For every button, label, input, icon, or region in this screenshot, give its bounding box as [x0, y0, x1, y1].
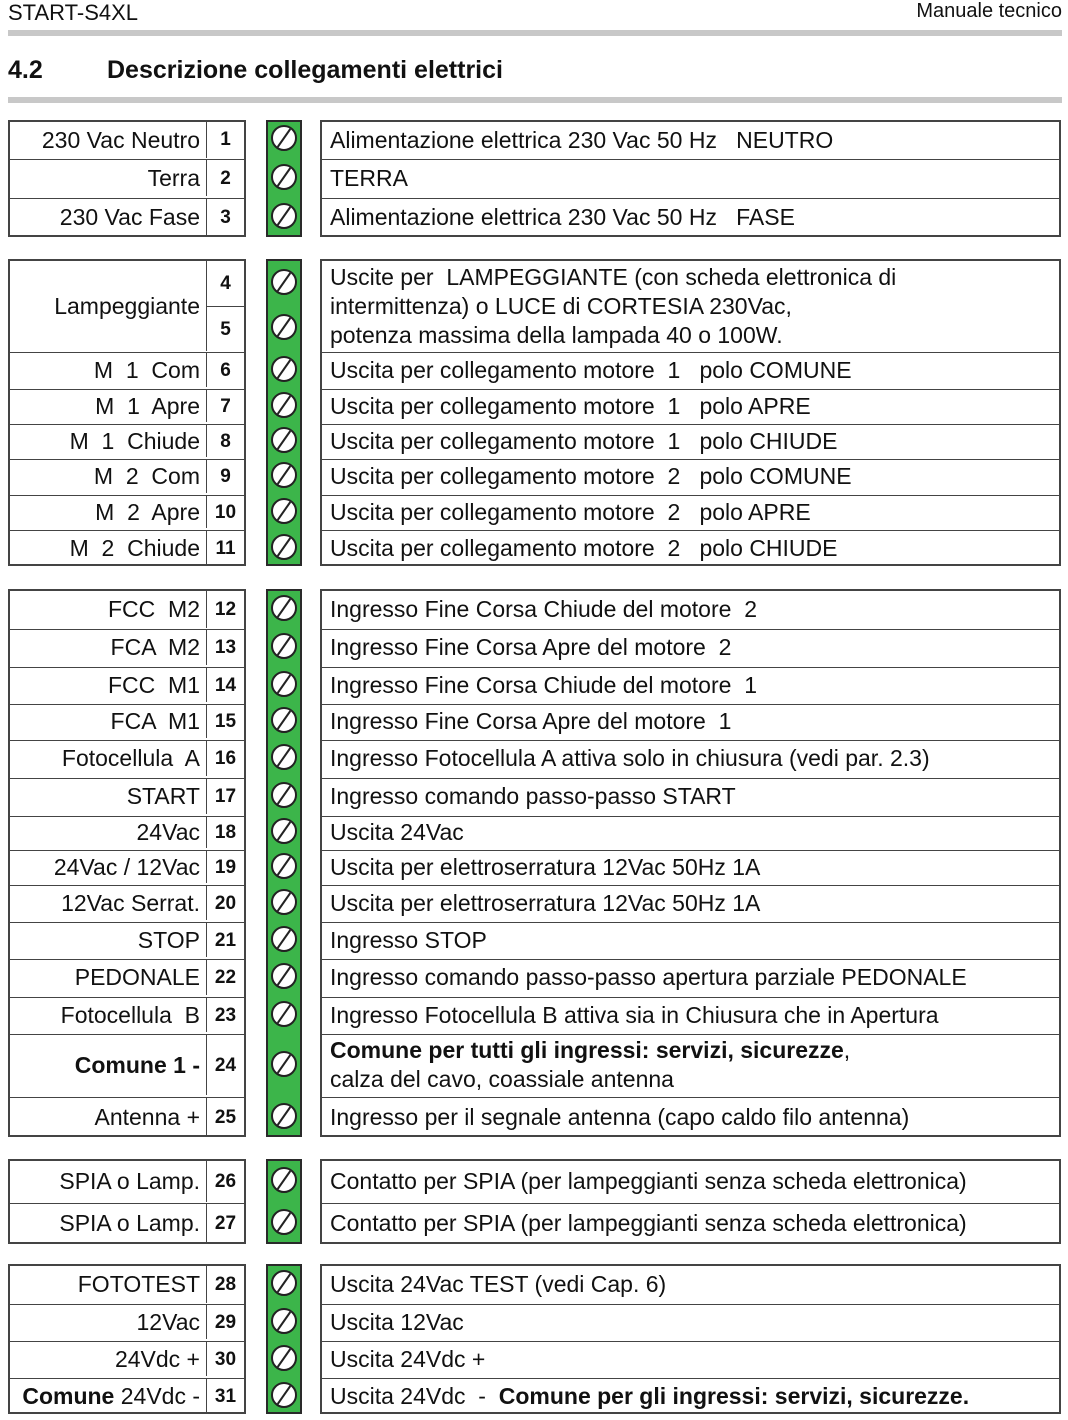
description-text [330, 425, 1053, 457]
terminal-number-cell [206, 998, 244, 1032]
terminal-screw-icon [271, 1308, 297, 1334]
terminal-screw-icon [271, 498, 297, 524]
description-text [330, 1342, 1053, 1376]
terminal-row [10, 261, 244, 351]
terminal-screw-icon [271, 1103, 297, 1129]
description-row [322, 885, 1059, 920]
description-text [330, 630, 1053, 665]
terminal-row [10, 1203, 244, 1243]
terminal-number: 9 [220, 466, 231, 487]
terminal-row [10, 997, 244, 1032]
description-text [330, 1035, 1053, 1095]
terminal-screw-icon [271, 1001, 297, 1027]
description-text [330, 122, 1053, 158]
terminal-label: Comune 1 - [74, 1051, 200, 1078]
terminal-screw-icon [271, 164, 297, 190]
terminal-group [8, 1264, 1062, 1414]
description-row [322, 198, 1059, 236]
description-text [330, 817, 1053, 848]
terminal-number-cell [206, 460, 244, 493]
terminal-label-column [8, 1264, 246, 1414]
terminal-number-cell [206, 1161, 244, 1202]
terminal-number-cell [206, 199, 244, 236]
terminal-screw-icon [271, 595, 297, 621]
header-rule [8, 30, 1062, 36]
description-text [330, 851, 1053, 883]
terminal-number: 19 [214, 856, 237, 878]
terminal-label-column [8, 259, 246, 566]
terminal-screw-icon [271, 125, 297, 151]
terminal-number: 1 [220, 129, 231, 150]
terminal-block-strip [266, 1264, 302, 1414]
terminal-number-cell [206, 1035, 244, 1095]
description-text [330, 998, 1053, 1032]
description-column [320, 589, 1061, 1137]
description-line: Uscite per LAMPEGGIANTE (con scheda elettronica di [330, 263, 897, 290]
terminal-number-cell [206, 960, 244, 995]
terminal-number: 20 [214, 892, 237, 914]
terminal-row [10, 159, 244, 196]
description-text [330, 741, 1053, 776]
description-row [322, 1203, 1059, 1243]
terminal-number: 13 [214, 637, 237, 658]
description-line: Uscita per collegamento motore 2 polo APRE [330, 498, 811, 525]
terminal-number-cell [206, 353, 244, 387]
description-text [330, 160, 1053, 196]
terminal-row [10, 667, 244, 702]
description-text [330, 1161, 1053, 1202]
terminal-number: 25 [214, 1106, 237, 1128]
terminal-label: FCC M2 [108, 596, 200, 622]
description-column [320, 259, 1061, 566]
section-number: 4.2 [8, 56, 43, 84]
description-line: Ingresso Fine Corsa Apre del motore 2 [330, 634, 732, 660]
description-line: TERRA [330, 164, 408, 191]
terminal-row [10, 816, 244, 848]
description-text [330, 261, 1053, 351]
terminal-label [10, 1379, 206, 1413]
description-row [322, 352, 1059, 387]
section-rule [8, 97, 1062, 103]
description-row [322, 159, 1059, 196]
terminal-screw-icon [271, 1345, 297, 1371]
description-row [322, 424, 1059, 457]
terminal-label: 230 Vac Neutro [41, 126, 200, 153]
document-type: Manuale tecnico [916, 0, 1062, 22]
description-plain: Uscita 24Vdc - [330, 1382, 499, 1409]
terminal-row [10, 459, 244, 493]
description-tail: , [843, 1037, 851, 1063]
description-text [330, 779, 1053, 814]
terminal-screw-icon [271, 392, 297, 418]
description-bold: Comune per gli ingressi: servizi, sicurezze. [498, 1382, 970, 1409]
terminal-label: Antenna + [94, 1103, 200, 1130]
description-row [322, 704, 1059, 738]
terminal-screw-icon [271, 818, 297, 844]
terminal-label: START [126, 783, 200, 809]
description-line: Uscita per collegamento motore 1 polo APRE [330, 392, 811, 419]
description-row [322, 459, 1059, 493]
description-text [330, 705, 1053, 738]
terminal-number-cell [206, 779, 244, 814]
terminal-label: M 2 Com [93, 463, 200, 489]
description-line: Uscita per collegamento motore 2 polo COMUNE [330, 463, 852, 489]
description-line: calza del cavo, coassiale antenna [330, 1066, 674, 1092]
terminal-row [10, 1341, 244, 1376]
terminal-number: 30 [214, 1348, 237, 1370]
terminal-screw-icon [271, 963, 297, 989]
terminal-label: 24Vac / 12Vac [53, 853, 200, 880]
terminal-row [10, 352, 244, 387]
terminal-number: 10 [214, 501, 237, 523]
terminal-row [10, 629, 244, 665]
description-row [322, 997, 1059, 1032]
terminal-number-cell [206, 122, 244, 158]
terminal-group [8, 1159, 1062, 1244]
terminal-screw-icon [271, 707, 297, 733]
terminal-number-cell [206, 851, 244, 883]
terminal-block-strip [266, 120, 302, 237]
terminal-screw-icon [271, 1209, 297, 1235]
document-code: START-S4XL [8, 0, 139, 25]
terminal-label: Terra [147, 164, 200, 191]
terminal-label-column [8, 589, 246, 1137]
terminal-label: 24Vac [136, 819, 200, 845]
description-text [330, 668, 1053, 702]
description-column [320, 120, 1061, 237]
terminal-row [10, 198, 244, 236]
terminal-label-rest: 24Vdc - [114, 1382, 200, 1409]
description-row [322, 1034, 1059, 1095]
description-bold: Comune per tutti gli ingressi: servizi, sicurezze [330, 1037, 844, 1063]
description-line [330, 1036, 1053, 1065]
description-column [320, 1159, 1061, 1244]
terminal-number: 4 [220, 272, 231, 294]
terminal-number: 21 [214, 929, 237, 951]
terminal-number-cell [206, 531, 244, 565]
terminal-number: 23 [214, 1004, 237, 1026]
terminal-screw-icon [271, 889, 297, 915]
description-row [322, 1161, 1059, 1202]
description-line: Uscita 24Vac [330, 819, 464, 845]
description-text [330, 1305, 1053, 1339]
terminal-screw-icon [271, 356, 297, 382]
terminal-label-bold: Comune [22, 1382, 115, 1409]
description-row [322, 1341, 1059, 1376]
terminal-screw-icon [271, 203, 297, 229]
terminal-screw-icon [271, 782, 297, 808]
description-line: Uscita per elettroserratura 12Vac 50Hz 1A [330, 853, 761, 880]
terminal-block-strip [266, 1159, 302, 1244]
description-row [322, 495, 1059, 528]
terminal-screw-icon [271, 633, 297, 659]
terminal-row [10, 530, 244, 565]
terminal-screw-icon [271, 534, 297, 560]
terminal-group [8, 120, 1062, 237]
terminal-row [10, 1266, 244, 1303]
terminal-number-cell [206, 1379, 244, 1413]
terminal-row [10, 1378, 244, 1413]
description-line: Uscita 12Vac [330, 1308, 464, 1335]
description-row [322, 667, 1059, 702]
terminal-block-strip [266, 259, 302, 566]
terminal-row [10, 1097, 244, 1136]
terminal-number: 5 [207, 306, 244, 352]
terminal-label: 12Vac Serrat. [61, 889, 200, 916]
terminal-number-cell [206, 886, 244, 920]
terminal-number: 16 [214, 748, 237, 769]
terminal-row [10, 122, 244, 158]
description-row [322, 778, 1059, 814]
terminal-number: 27 [214, 1213, 237, 1234]
description-row [322, 389, 1059, 422]
terminal-row [10, 389, 244, 422]
terminal-number: 18 [214, 822, 237, 843]
description-line: Ingresso per il segnale antenna (capo caldo filo antenna) [330, 1103, 910, 1130]
description-row [322, 959, 1059, 995]
terminal-row [10, 740, 244, 776]
description-line: Uscita per collegamento motore 2 polo CHIUDE [330, 534, 838, 561]
terminal-label: FCA M1 [110, 708, 200, 734]
terminal-row [10, 850, 244, 883]
terminal-label: M 1 Chiude [69, 427, 200, 454]
terminal-number-cell [206, 1305, 244, 1339]
terminal-row [10, 885, 244, 920]
terminal-number: 24 [214, 1054, 237, 1076]
terminal-screw-icon [271, 853, 297, 879]
terminal-number: 26 [214, 1170, 237, 1192]
description-row [322, 629, 1059, 665]
description-text [330, 923, 1053, 957]
description-line: Ingresso Fine Corsa Chiude del motore 2 [330, 596, 757, 622]
description-line: potenza massima della lampada 40 o 100W. [330, 321, 783, 348]
description-row [322, 850, 1059, 883]
description-row [322, 122, 1059, 158]
description-line: Ingresso Fine Corsa Apre del motore 1 [330, 708, 732, 734]
terminal-number: 14 [214, 674, 237, 696]
terminal-screw-icon [271, 1167, 297, 1193]
description-line: Ingresso Fine Corsa Chiude del motore 1 [330, 671, 757, 698]
terminal-number-cell [206, 668, 244, 702]
terminal-number: 11 [215, 537, 236, 559]
description-row [322, 1304, 1059, 1339]
terminal-number-cell [206, 817, 244, 848]
description-line: Uscita 24Vac TEST (vedi Cap. 6) [330, 1271, 667, 1297]
terminal-label: M 1 Apre [95, 392, 200, 419]
terminal-number-cell [206, 1098, 244, 1136]
description-column [320, 1264, 1061, 1414]
section-title: Descrizione collegamenti elettrici [107, 56, 503, 84]
terminal-number: 31 [214, 1385, 237, 1407]
terminal-number: 15 [214, 711, 237, 732]
terminal-screw-icon [271, 1270, 297, 1296]
terminal-row [10, 778, 244, 814]
terminal-number-cell [206, 591, 244, 628]
terminal-number: 22 [214, 967, 237, 988]
terminal-screw-icon [271, 744, 297, 770]
terminal-label: 12Vac [136, 1308, 200, 1335]
terminal-number-cell [206, 705, 244, 738]
terminal-number-cell [206, 1342, 244, 1376]
description-line: Uscita per collegamento motore 1 polo CHIUDE [330, 427, 838, 454]
description-text [330, 960, 1053, 995]
terminal-block-strip [266, 589, 302, 1137]
description-line: Uscita per collegamento motore 1 polo COMUNE [330, 356, 852, 383]
terminal-number-cell [206, 741, 244, 776]
description-text [330, 1379, 1053, 1413]
terminal-number-cell [206, 261, 244, 351]
terminal-number: 7 [220, 395, 231, 417]
terminal-number-cell [206, 425, 244, 457]
description-text [330, 531, 1053, 565]
description-line: Ingresso comando passo-passo apertura parziale PEDONALE [330, 964, 967, 990]
terminal-screw-icon [271, 427, 297, 453]
terminal-label: FCC M1 [108, 671, 200, 698]
terminal-row [10, 1161, 244, 1202]
terminal-label: PEDONALE [74, 964, 200, 990]
terminal-row [10, 922, 244, 957]
description-line: Alimentazione elettrica 230 Vac 50 Hz FASE [330, 204, 795, 230]
terminal-label-column [8, 120, 246, 237]
terminal-number: 8 [220, 430, 231, 452]
description-line: Ingresso Fotocellula B attiva sia in Chiusura che in Apertura [330, 1001, 939, 1028]
terminal-group [8, 259, 1062, 566]
terminal-number-cell [206, 923, 244, 957]
description-row [322, 591, 1059, 628]
description-line: Ingresso Fotocellula A attiva solo in chiusura (vedi par. 2.3) [330, 745, 930, 771]
description-text [330, 1204, 1053, 1243]
description-text [330, 1098, 1053, 1136]
description-row [322, 922, 1059, 957]
terminal-label: M 2 Apre [95, 498, 200, 525]
terminal-number-cell [206, 390, 244, 422]
description-row [322, 261, 1059, 351]
description-line: Uscita per elettroserratura 12Vac 50Hz 1A [330, 889, 761, 916]
terminal-screw-icon [271, 269, 297, 295]
description-text [330, 496, 1053, 528]
description-text [330, 591, 1053, 628]
terminal-label: Fotocellula B [60, 1001, 200, 1028]
terminal-number-cell [206, 1266, 244, 1303]
terminal-screw-icon [271, 926, 297, 952]
terminal-label-column [8, 1159, 246, 1244]
description-row [322, 740, 1059, 776]
terminal-number: 2 [220, 167, 231, 189]
terminal-screw-icon [271, 462, 297, 488]
description-text [330, 460, 1053, 493]
terminal-number-cell [206, 1204, 244, 1243]
terminal-screw-icon [271, 1051, 297, 1077]
terminal-screw-icon [271, 671, 297, 697]
terminal-row [10, 959, 244, 995]
terminal-label: Fotocellula A [61, 745, 200, 771]
terminal-label: M 2 Chiude [69, 534, 200, 561]
description-line: Ingresso STOP [330, 926, 487, 953]
description-line: Alimentazione elettrica 230 Vac 50 Hz NEUTRO [330, 126, 834, 153]
description-row [322, 816, 1059, 848]
description-line: Contatto per SPIA (per lampeggianti senza scheda elettronica) [330, 1210, 967, 1236]
terminal-row [10, 495, 244, 528]
terminal-number-cell [206, 160, 244, 196]
terminal-label: Lampeggiante [54, 292, 200, 319]
terminal-row [10, 1304, 244, 1339]
terminal-number: 28 [214, 1273, 237, 1295]
terminal-label: M 1 Com [93, 356, 200, 383]
terminal-label: 230 Vac Fase [59, 204, 200, 230]
description-row [322, 1266, 1059, 1303]
description-row [322, 1378, 1059, 1413]
terminal-row [10, 591, 244, 628]
terminal-label: FCA M2 [110, 634, 200, 660]
description-line: Ingresso comando passo-passo START [330, 783, 736, 809]
terminal-label: STOP [137, 926, 200, 953]
terminal-row [10, 704, 244, 738]
terminal-number-cell [206, 630, 244, 665]
terminal-row [10, 1034, 244, 1095]
terminal-label: FOTOTEST [77, 1271, 200, 1297]
terminal-number: 17 [214, 786, 237, 807]
description-text [330, 390, 1053, 422]
terminal-number-cell [206, 496, 244, 528]
terminal-number: 29 [214, 1311, 237, 1333]
terminal-label: 24Vdc + [114, 1345, 200, 1372]
description-text [330, 199, 1053, 236]
description-line [330, 1382, 1053, 1411]
terminal-label: SPIA o Lamp. [59, 1210, 200, 1236]
terminal-number: 3 [220, 207, 231, 228]
description-line: intermittenza) o LUCE di CORTESIA 230Vac, [330, 292, 792, 319]
terminal-row [10, 424, 244, 457]
terminal-number: 12 [214, 598, 237, 620]
terminal-label: SPIA o Lamp. [59, 1168, 200, 1194]
description-text [330, 886, 1053, 920]
terminal-screw-icon [271, 1382, 297, 1408]
description-row [322, 530, 1059, 565]
terminal-screw-icon [271, 314, 297, 340]
description-text [330, 353, 1053, 387]
description-text [330, 1266, 1053, 1303]
description-line: Uscita 24Vdc + [330, 1345, 486, 1372]
description-line: Contatto per SPIA (per lampeggianti senza scheda elettronica) [330, 1168, 967, 1194]
terminal-number: 6 [220, 359, 231, 381]
description-row [322, 1097, 1059, 1136]
terminal-group [8, 589, 1062, 1137]
